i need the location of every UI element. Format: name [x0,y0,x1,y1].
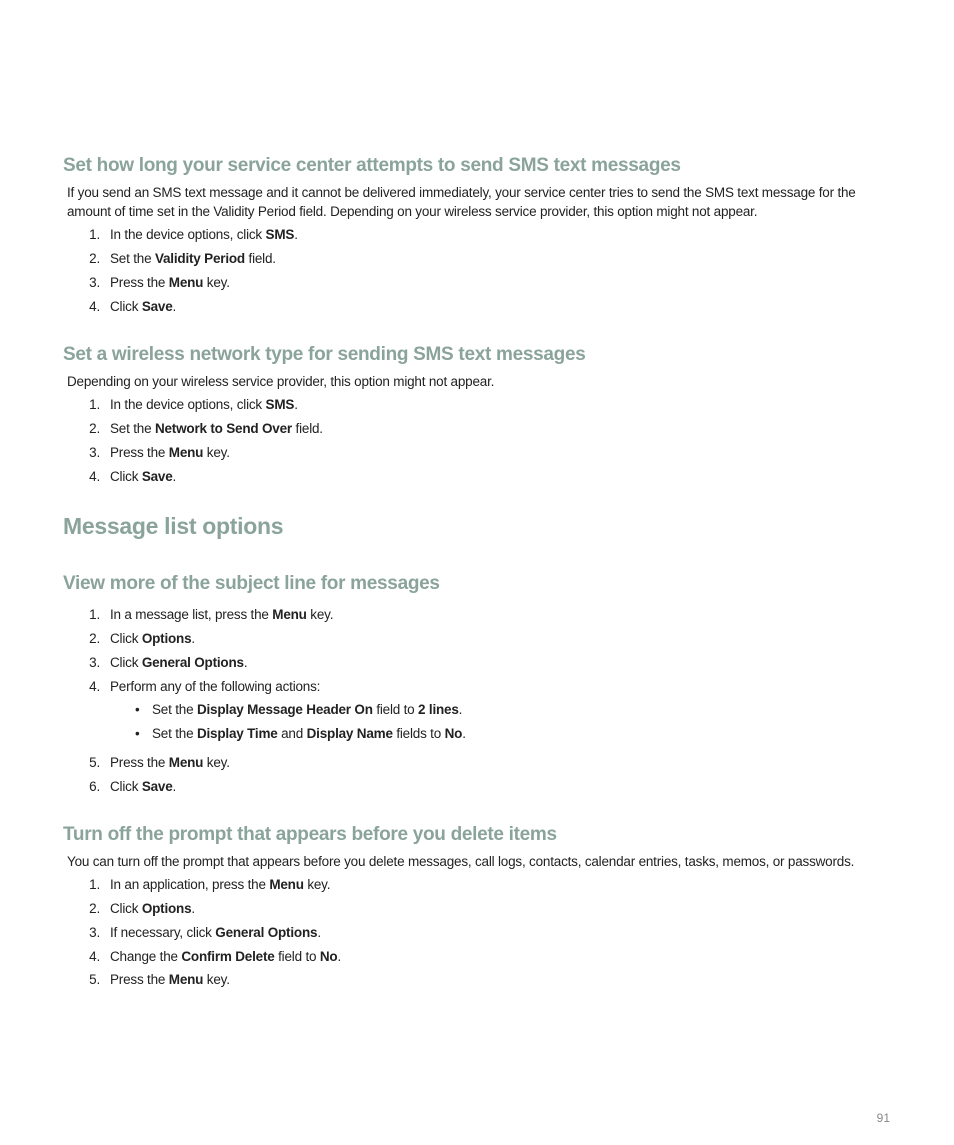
step-text: Perform any of the following actions: [110,679,321,694]
step-number: 2. [89,901,100,916]
step-number: 3. [89,445,100,460]
step-number: 1. [89,397,100,412]
step-text: Press the Menu key. [110,445,230,460]
main-heading: Message list options [63,513,284,539]
step-number: 5. [89,972,100,987]
section-heading-prompt: Turn off the prompt that appears before you delete items [63,824,557,845]
step-number: 2. [89,251,100,266]
step-text: Click Save. [110,779,177,794]
step-number: 5. [89,755,100,770]
section-paragraph-validity: If you send an SMS text message and it cannot be delivered immediately, your service center tries to send the SMS text message for the amount of time set in the Validity Period field. Depending on your wireless service provider, this option might not appear. [67,185,856,219]
step-text: Press the Menu key. [110,755,230,770]
step-number: 1. [89,227,100,242]
bullet-icon: • [135,726,140,741]
step-text: Set the Network to Send Over field. [110,421,323,436]
bullet-text: Set the Display Message Header On field to 2 lines. [152,702,463,717]
step-text: If necessary, click General Options. [110,925,321,940]
step-number: 4. [89,469,100,484]
section-paragraph-network: Depending on your wireless service provider, this option might not appear. [67,374,495,389]
page-number: 91 [876,1111,890,1125]
step-number: 3. [89,275,100,290]
step-text: Press the Menu key. [110,275,230,290]
step-number: 1. [89,877,100,892]
step-number: 1. [89,607,100,622]
step-number: 3. [89,655,100,670]
step-number: 4. [89,299,100,314]
bullet-text: Set the Display Time and Display Name fields to No. [152,726,466,741]
step-number: 3. [89,925,100,940]
step-text: In an application, press the Menu key. [110,877,331,892]
step-number: 2. [89,421,100,436]
step-number: 4. [89,949,100,964]
section-heading-network: Set a wireless network type for sending SMS text messages [63,344,586,365]
bullet-icon: • [135,702,140,717]
step-text: Click Options. [110,901,195,916]
step-text: Press the Menu key. [110,972,230,987]
step-text: Set the Validity Period field. [110,251,276,266]
step-text: Click Save. [110,469,177,484]
step-text: In the device options, click SMS. [110,227,298,242]
step-number: 6. [89,779,100,794]
step-text: In a message list, press the Menu key. [110,607,334,622]
section-heading-subject: View more of the subject line for messages [63,573,440,594]
section-heading-validity: Set how long your service center attempts to send SMS text messages [63,155,681,176]
step-text: In the device options, click SMS. [110,397,298,412]
step-text: Click Save. [110,299,177,314]
section-paragraph-prompt: You can turn off the prompt that appears before you delete messages, call logs, contacts, calendar entries, tasks, memos, or passwords. [67,854,855,869]
step-text: Click General Options. [110,655,248,670]
step-number: 4. [89,679,100,694]
step-number: 2. [89,631,100,646]
step-text: Click Options. [110,631,195,646]
step-text: Change the Confirm Delete field to No. [110,949,342,964]
